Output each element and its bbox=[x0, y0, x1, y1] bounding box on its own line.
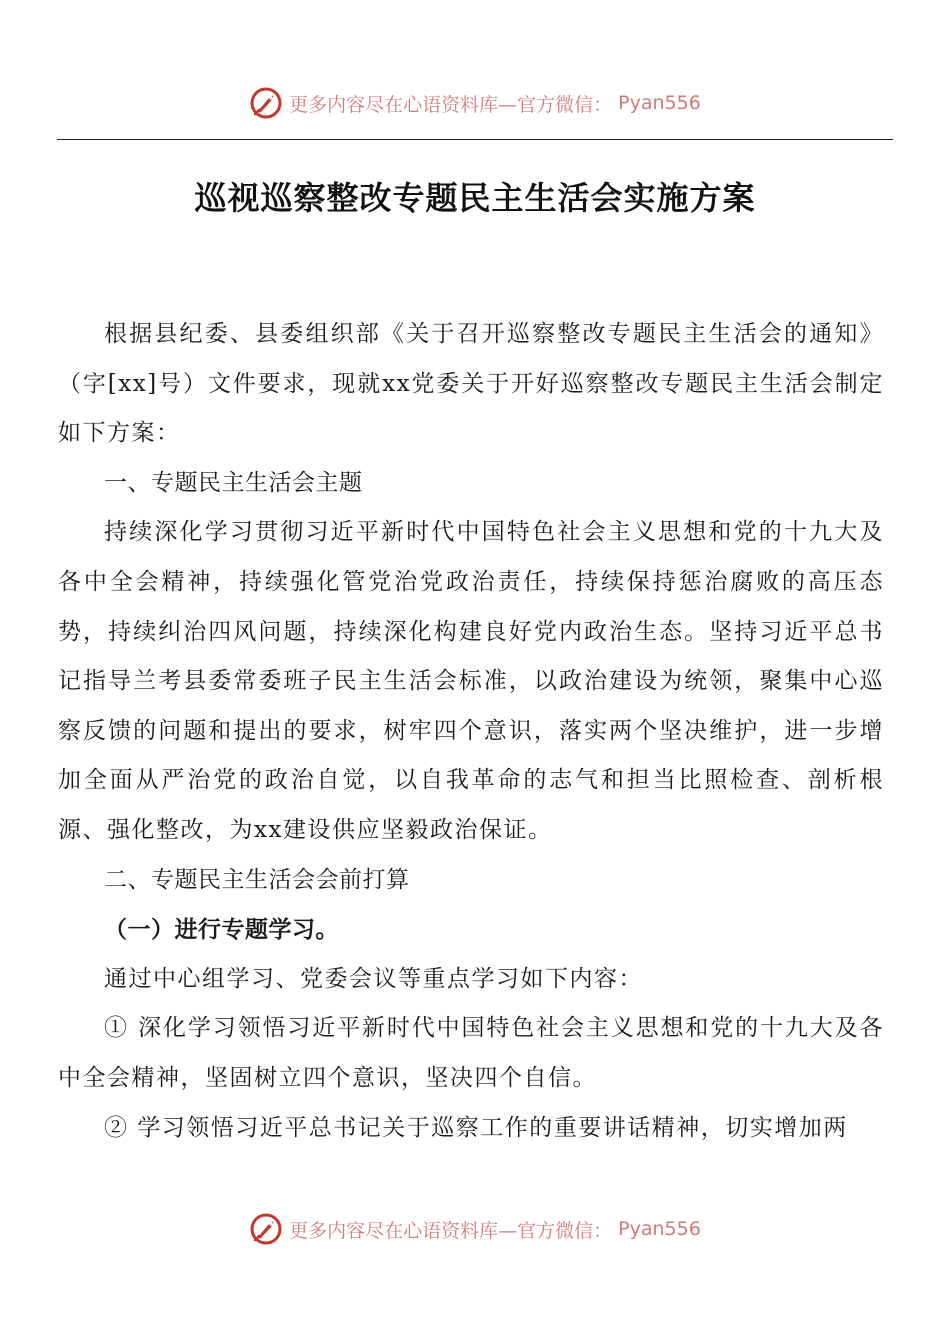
header-watermark bbox=[0, 86, 950, 120]
footer-watermark-text: 更多内容尽在心语资料库—官方微信： bbox=[289, 1219, 613, 1242]
footer-wechat-id: Pyan556 bbox=[618, 1218, 701, 1240]
subsection-intro-study: 通过中心组学习、党委会议等重点学习如下内容： bbox=[104, 965, 643, 992]
section-heading-preparation: 二、专题民主生活会会前打算 bbox=[104, 866, 410, 893]
footer-watermark bbox=[0, 1212, 950, 1246]
list-item-study-1: ① 深化学习领悟习近平新时代中国特色社会主义思想和党的十九大及各中全会精神，坚固树立四个意识，坚决四个自信。 bbox=[58, 1015, 884, 1091]
pen-nib-logo-icon bbox=[249, 1212, 283, 1246]
section-heading-theme: 一、专题民主生活会主题 bbox=[104, 469, 363, 496]
section-paragraph-theme: 持续深化学习贯彻习近平新时代中国特色社会主义思想和党的十九大及各中全会精神，持续强化管党治党政治责任，持续保持惩治腐败的高压态势，持续纠治四风问题，持续深化构建良好党内政治生态。坚持习近平总书记指导兰考县委常委班子民主生活会标准，以政治建设为统领，聚集中心巡察反馈的问题和提出的要求，树牢四个意识，落实两个坚决维护，进一步增加全面从严治党的政治自觉，以自我革命的志气和担当比照检查、剖析根源、强化整改，为xx建设供应坚毅政治保证。 bbox=[58, 519, 884, 843]
document-body bbox=[58, 310, 884, 1153]
list-item-study-2: ② 学习领悟习近平总书记关于巡察工作的重要讲话精神，切实增加两 bbox=[104, 1114, 848, 1141]
intro-paragraph: 根据县纪委、县委组织部《关于召开巡察整改专题民主生活会的通知》（字[xx]号）文件要求，现就xx党委关于开好巡察整改专题民主生活会制定如下方案： bbox=[58, 321, 884, 447]
header-divider bbox=[57, 139, 893, 140]
header-watermark-text: 更多内容尽在心语资料库—官方微信： bbox=[289, 93, 613, 116]
subsection-heading-study: （一）进行专题学习。 bbox=[104, 916, 339, 944]
pen-nib-logo-icon bbox=[249, 86, 283, 120]
header-wechat-id: Pyan556 bbox=[618, 92, 701, 114]
document-title: 巡视巡察整改专题民主生活会实施方案 bbox=[194, 179, 756, 217]
